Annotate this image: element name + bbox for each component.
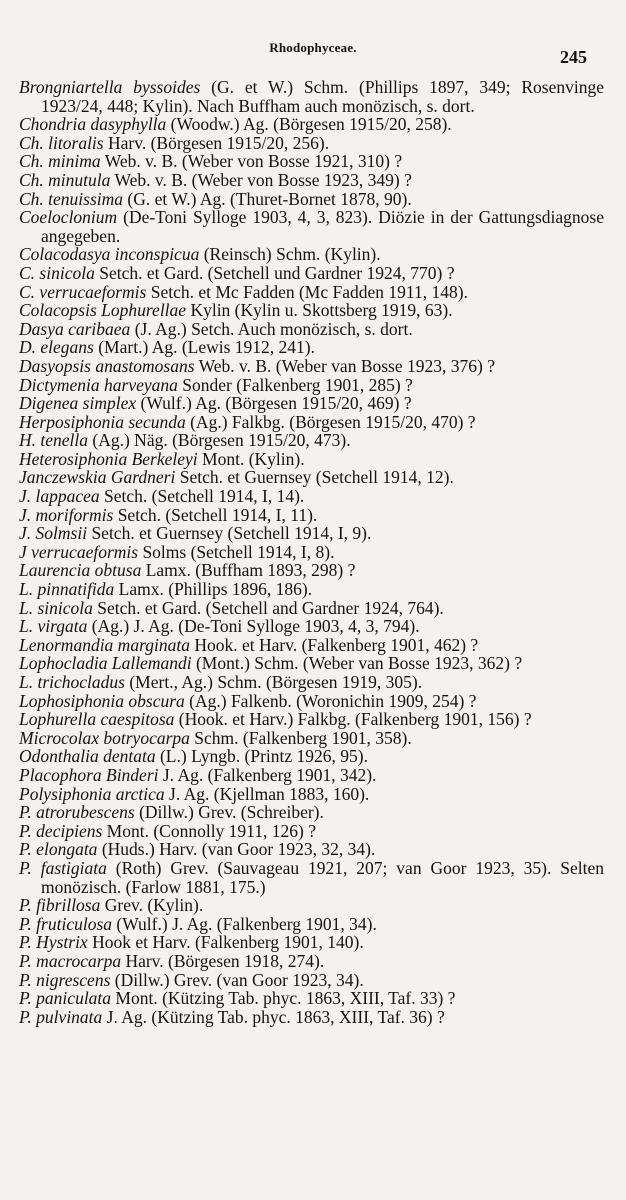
entry-reference: J. Ag. (Kützing Tab. phyc. 1863, XIII, Taf. 36) ?: [102, 1006, 445, 1027]
species-name: P. macrocarpa: [19, 950, 122, 971]
entry-reference: (Dillw.) Grev. (van Goor 1923, 34).: [110, 969, 364, 990]
species-name: P. pulvinata: [19, 1006, 103, 1027]
species-entry: [19, 78, 604, 115]
species-entry: [19, 487, 604, 506]
species-name: P. decipiens: [19, 820, 103, 841]
entry-reference: Hook et Harv. (Falkenberg 1901, 140).: [87, 932, 364, 953]
species-name: Lophocladia Lallemandi: [19, 653, 192, 674]
species-name: Colacodasya inconspicua: [19, 244, 200, 265]
species-entry: [19, 264, 604, 283]
species-entry: [19, 115, 604, 134]
species-entry: [19, 431, 604, 450]
entry-reference: (Huds.) Harv. (van Goor 1923, 32, 34).: [97, 839, 376, 860]
species-entry: [19, 989, 604, 1008]
entry-reference: (Ag.) J. Ag. (De-Toni Sylloge 1903, 4, 3, 794).: [87, 616, 420, 637]
species-entry: [19, 971, 604, 990]
species-entry: [19, 692, 604, 711]
species-name: L. trichocladus: [19, 672, 125, 692]
species-entry: [19, 543, 604, 562]
species-entry: [19, 915, 604, 934]
entry-reference: Hook. et Harv. (Falkenberg 1901, 462) ?: [189, 634, 479, 655]
species-name: P. paniculata: [19, 988, 112, 1009]
entry-reference: (L.) Lyngb. (Printz 1926, 95).: [155, 746, 368, 767]
entry-reference: Kylin (Kylin u. Skottsberg 1919, 63).: [186, 300, 453, 321]
species-entry: [19, 952, 604, 971]
species-entry: [19, 747, 604, 766]
species-name: Dasyopsis anastomosans: [19, 355, 195, 376]
species-entry: [19, 450, 604, 469]
species-name: Placophora Binderi: [19, 764, 159, 785]
species-entry: [19, 636, 604, 655]
species-name: J. moriformis: [19, 504, 114, 525]
species-entry: [19, 134, 604, 153]
entry-reference: Harv. (Börgesen 1918, 274).: [121, 950, 325, 971]
entry-reference: Harv. (Börgesen 1915/20, 256).: [103, 132, 330, 153]
entry-reference: Mont. (Kützing Tab. phyc. 1863, XIII, Taf. 33) ?: [111, 988, 456, 1009]
entry-reference: Setch. et Guernsey (Setchell 1914, 12).: [175, 467, 454, 488]
entry-reference: Setch. et Mc Fadden (Mc Fadden 1911, 148).: [146, 281, 468, 302]
species-name: P. nigrescens: [19, 969, 111, 990]
species-entry: [19, 468, 604, 487]
species-list: [19, 78, 604, 1026]
species-entry: [19, 1008, 604, 1027]
species-name: Brongniartella byssoides: [19, 77, 201, 97]
species-entry: [19, 896, 604, 915]
entry-reference: Web. v. B. (Weber von Bosse 1923, 349) ?: [110, 169, 412, 190]
entry-reference: J. Ag. (Kjellman 1883, 160).: [164, 783, 370, 804]
species-name: H. tenella: [19, 430, 89, 451]
species-name: Herposiphonia secunda: [19, 411, 186, 432]
entry-reference: (Woodw.) Ag. (Börgesen 1915/20, 258).: [166, 114, 452, 135]
entry-reference: (Ag.) Näg. (Börgesen 1915/20, 473).: [88, 430, 351, 451]
species-name: J. Solmsii: [19, 523, 88, 544]
species-entry: [19, 357, 604, 376]
entry-reference: (Mert., Ag.) Schm. (Börgesen 1919, 305).: [124, 672, 423, 692]
entry-reference: (J. Ag.) Setch. Auch monözisch, s. dort.: [130, 318, 413, 339]
entry-reference: Lamx. (Buffham 1893, 298) ?: [141, 560, 356, 581]
species-name: Colacopsis Lophurellae: [19, 300, 187, 321]
entry-reference: (Wulf.) Ag. (Börgesen 1915/20, 469) ?: [136, 393, 412, 414]
entry-reference: Sonder (Falkenberg 1901, 285) ?: [177, 374, 413, 395]
running-header: Rhodophyceae.: [269, 40, 357, 55]
species-entry: [19, 859, 604, 896]
entry-reference: (Hook. et Harv.) Falkbg. (Falkenberg 1901, 156) ?: [174, 709, 532, 730]
species-name: L. virgata: [19, 616, 88, 637]
species-name: P. atrorubescens: [19, 802, 135, 823]
species-entry: [19, 766, 604, 785]
species-entry: [19, 394, 604, 413]
species-entry: [19, 413, 604, 432]
entry-reference: (Dillw.) Grev. (Schreiber).: [134, 802, 324, 823]
species-name: P. Hystrix: [19, 932, 88, 953]
species-name: Coeloclonium: [19, 207, 118, 228]
species-name: Ch. minima: [19, 151, 101, 172]
species-entry: [19, 654, 604, 673]
species-name: Odonthalia dentata: [19, 746, 156, 767]
entry-reference: J. Ag. (Falkenberg 1901, 342).: [158, 764, 377, 785]
species-entry: [19, 524, 604, 543]
species-name: Lophurella caespitosa: [19, 709, 175, 730]
species-name: C. verrucaeformis: [19, 281, 147, 302]
entry-reference: (Ag.) Falkenb. (Woronichin 1909, 254) ?: [184, 690, 477, 711]
species-name: L. sinicola: [19, 597, 93, 618]
species-entry: [19, 301, 604, 320]
entry-reference: Mont. (Kylin).: [197, 448, 305, 469]
species-entry: [19, 710, 604, 729]
species-name: L. pinnatifida: [19, 579, 115, 600]
species-name: Dictymenia harveyana: [19, 374, 178, 395]
entry-reference: (De-Toni Sylloge 1903, 4, 3, 823). Diözie in der Gattungsdiagnose angegeben.: [41, 207, 604, 246]
species-entry: [19, 208, 604, 245]
species-name: Ch. tenuissima: [19, 188, 124, 209]
species-entry: [19, 840, 604, 859]
entry-reference: Setch. et Guernsey (Setchell 1914, I, 9).: [87, 523, 372, 544]
species-name: Dasya caribaea: [19, 318, 131, 339]
species-name: P. elongata: [19, 839, 98, 860]
species-name: J. lappacea: [19, 486, 100, 507]
species-entry: [19, 171, 604, 190]
entry-reference: Web. v. B. (Weber von Bosse 1921, 310) ?: [100, 151, 403, 172]
entry-reference: Grev. (Kylin).: [100, 895, 204, 916]
species-entry: [19, 803, 604, 822]
entry-reference: Setch. (Setchell 1914, I, 14).: [99, 486, 305, 507]
species-name: Ch. litoralis: [19, 132, 104, 153]
entry-reference: Setch. et Gard. (Setchell and Gardner 1924, 764).: [92, 597, 444, 618]
species-entry: [19, 190, 604, 209]
species-entry: [19, 599, 604, 618]
species-entry: [19, 673, 604, 692]
entry-reference: Solms (Setchell 1914, I, 8).: [138, 541, 335, 562]
species-name: Chondria dasyphylla: [19, 114, 167, 135]
species-entry: [19, 320, 604, 339]
species-name: Janczewskia Gardneri: [19, 467, 176, 488]
species-name: Digenea simplex: [19, 393, 137, 414]
species-entry: [19, 152, 604, 171]
page-number: 245: [560, 47, 587, 67]
species-entry: [19, 245, 604, 264]
species-entry: [19, 338, 604, 357]
species-name: Polysiphonia arctica: [19, 783, 165, 804]
species-name: Heterosiphonia Berkeleyi: [19, 448, 198, 469]
entry-reference: Setch. (Setchell 1914, I, 11).: [113, 504, 318, 525]
entry-reference: Mont. (Connolly 1911, 126) ?: [102, 820, 316, 841]
species-name: Microcolax botryocarpa: [19, 727, 190, 748]
species-entry: [19, 822, 604, 841]
entry-reference: (G. et W.) Ag. (Thuret-Bornet 1878, 90).: [123, 188, 412, 209]
species-entry: [19, 283, 604, 302]
species-entry: [19, 561, 604, 580]
species-entry: [19, 933, 604, 952]
species-name: Ch. minutula: [19, 169, 111, 190]
species-name: J verrucaeformis: [19, 541, 139, 562]
species-entry: [19, 729, 604, 748]
entry-reference: (Mart.) Ag. (Lewis 1912, 241).: [93, 337, 316, 358]
species-entry: [19, 506, 604, 525]
entry-reference: (Reinsch) Schm. (Kylin).: [199, 244, 381, 265]
entry-reference: Schm. (Falkenberg 1901, 358).: [189, 727, 412, 748]
entry-reference: Setch. et Gard. (Setchell und Gardner 1924, 770) ?: [94, 262, 455, 283]
entry-reference: (Wulf.) J. Ag. (Falkenberg 1901, 34).: [112, 913, 377, 934]
species-entry: [19, 580, 604, 599]
entry-reference: (Roth) Grev. (Sauvageau 1921, 207; van Goor 1923, 35). Selten monözisch. (Farlow 1881, 175.): [41, 857, 604, 897]
entry-reference: (Ag.) Falkbg. (Börgesen 1915/20, 470) ?: [185, 411, 476, 432]
species-name: Laurencia obtusa: [19, 560, 142, 581]
species-entry: [19, 785, 604, 804]
entry-reference: (G. et W.) Schm. (Phillips 1897, 349; Rosenvinge 1923/24, 448; Kylin). Nach Buffham auch monözisch, s. dort.: [41, 77, 604, 116]
species-name: P. fruticulosa: [19, 913, 113, 934]
species-entry: [19, 376, 604, 395]
species-name: Lophosiphonia obscura: [19, 690, 185, 711]
species-name: C. sinicola: [19, 262, 95, 283]
species-name: P. fibrillosa: [19, 895, 101, 916]
species-name: P. fastigiata: [19, 857, 107, 878]
species-entry: [19, 617, 604, 636]
species-name: Lenormandia marginata: [19, 634, 190, 655]
entry-reference: (Mont.) Schm. (Weber van Bosse 1923, 362) ?: [191, 653, 523, 674]
entry-reference: Lamx. (Phillips 1896, 186).: [114, 579, 313, 600]
entry-reference: Web. v. B. (Weber van Bosse 1923, 376) ?: [194, 355, 495, 376]
species-name: D. elegans: [19, 337, 94, 358]
